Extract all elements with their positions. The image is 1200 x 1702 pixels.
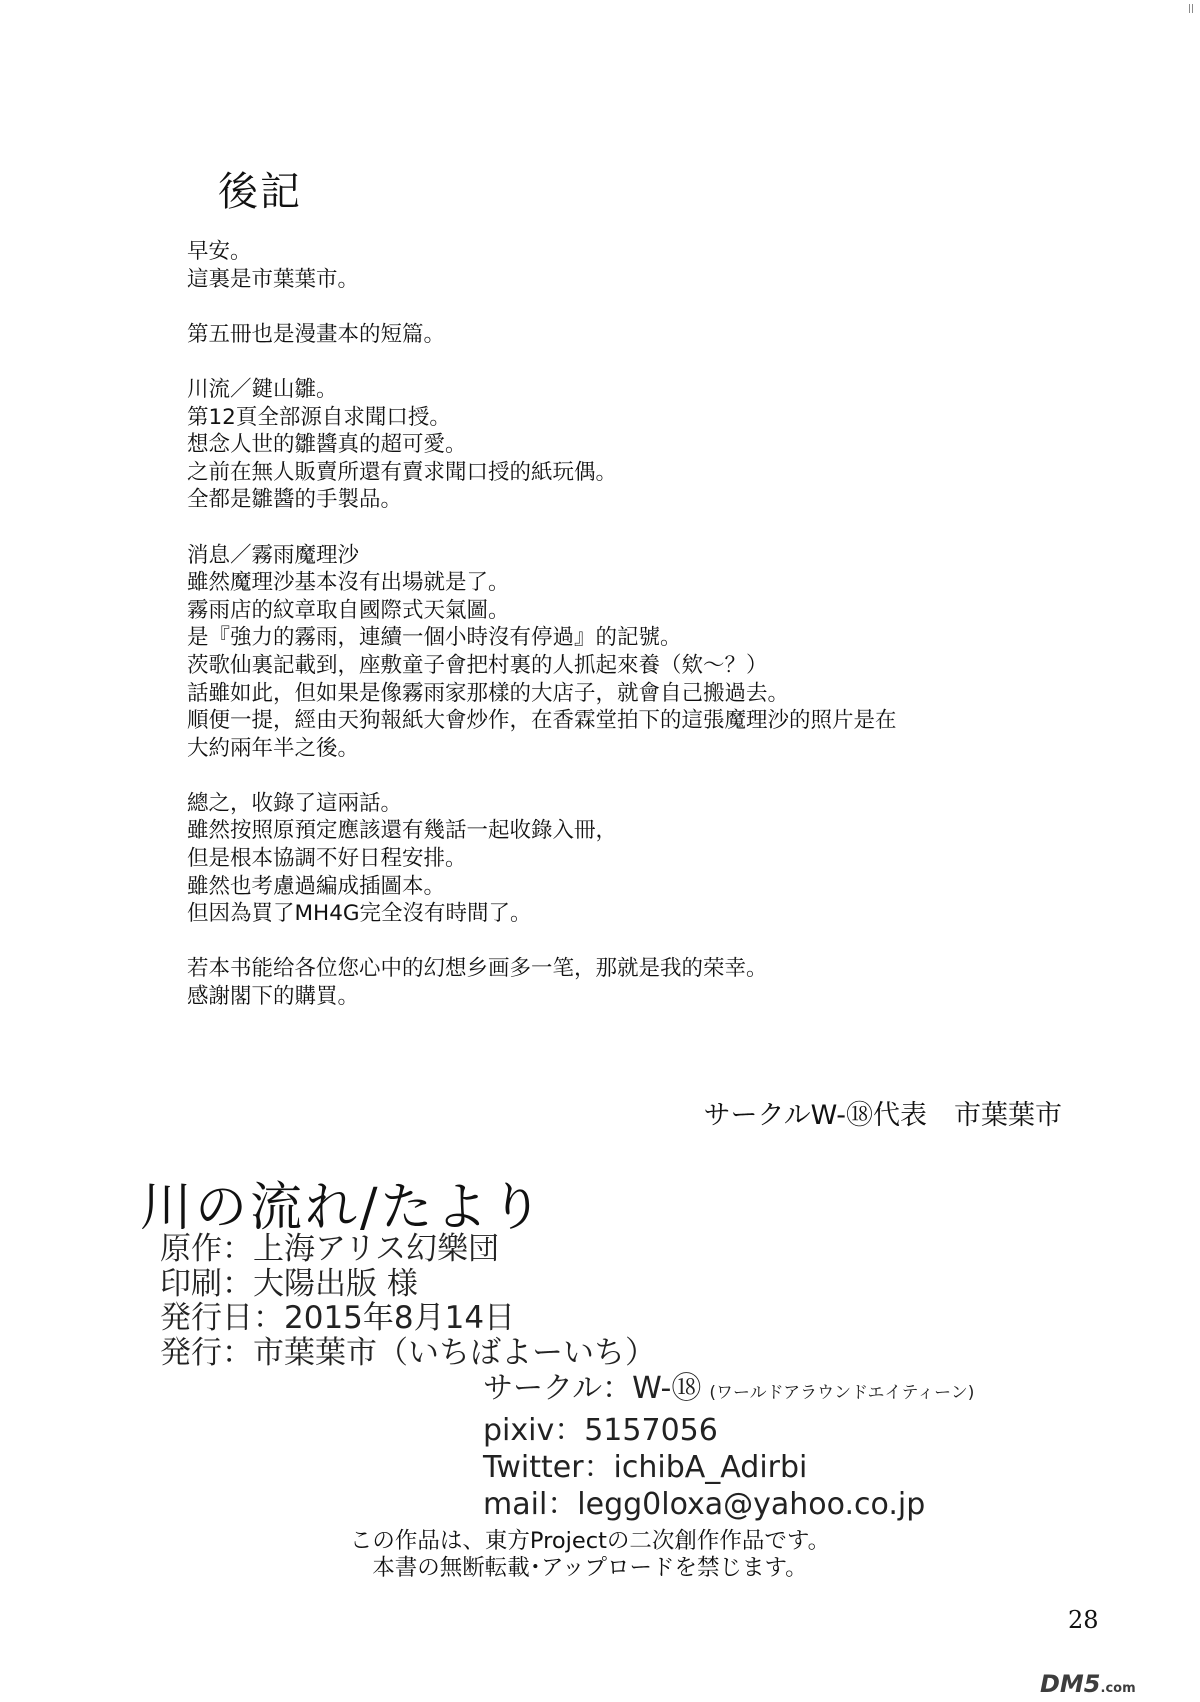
corner-mark: || [1188, 4, 1195, 14]
colophon-credits [160, 1232, 656, 1370]
afterword-line: 感謝閣下的購買。 [187, 984, 360, 1010]
afterword-body [187, 238, 897, 1011]
paragraph-gap [187, 348, 897, 376]
author-signature: サークルW-⑱代表 市葉葉市 [703, 1100, 1062, 1131]
copyright-notice [330, 1528, 850, 1582]
watermark-main: DM5 [1040, 1670, 1101, 1698]
paragraph-gap [187, 928, 897, 956]
circle-line [483, 1370, 974, 1412]
paragraph-gap [187, 762, 897, 790]
mail-line: mail：legg0loxa@yahoo.co.jp [483, 1487, 926, 1522]
page-number: 28 [1068, 1606, 1099, 1634]
colophon-contacts [483, 1370, 974, 1523]
original-work-line: 原作：上海アリス幻樂団 [160, 1231, 500, 1267]
notice-line: この作品は、東方Projectの二次創作作品です。 [349, 1528, 831, 1554]
afterword-line: 全都是雛醬的手製品。 [187, 487, 403, 513]
twitter-line: Twitter：ichibA_Adirbi [483, 1450, 808, 1485]
afterword-line: 霧雨店的紋章取自國際式天氣圖。 [187, 597, 510, 623]
afterword-line: 第12頁全部源自求聞口授。 [187, 404, 451, 430]
afterword-line: 大約兩年半之後。 [187, 735, 360, 761]
afterword-line: 這裏是市葉葉市。 [187, 266, 360, 292]
afterword-line: 消息／霧雨魔理沙 [187, 542, 360, 568]
afterword-line: 早安。 [187, 239, 252, 264]
afterword-line: 雖然魔理沙基本沒有出場就是了。 [187, 570, 510, 596]
afterword-line: 之前在無人販賣所還有賣求聞口授的紙玩偶。 [187, 459, 618, 485]
afterword-heading: 後記 [218, 169, 302, 215]
watermark-sub: .com [1100, 1681, 1136, 1696]
paragraph-gap [187, 514, 897, 542]
afterword-line: 但是根本協調不好日程安排。 [187, 846, 467, 872]
afterword-line: 川流／鍵山雛。 [187, 376, 338, 402]
circle-name: サークル：W-⑱ [483, 1371, 702, 1406]
afterword-line: 第五冊也是漫畫本的短篇。 [187, 321, 446, 347]
afterword-line: 雖然按照原預定應該還有幾話一起收錄入冊， [187, 818, 618, 844]
afterword-line: 話雖如此，但如果是像霧雨家那樣的大店子，就會自己搬過去。 [187, 680, 790, 706]
pixiv-line: pixiv：5157056 [483, 1413, 718, 1448]
paragraph-gap [187, 293, 897, 321]
afterword-line: 雖然也考慮過編成插圖本。 [187, 873, 446, 899]
colophon-title: 川の流れ/たより [140, 1178, 546, 1238]
afterword-line: 茨歌仙裏記載到，座敷童子會把村裏的人抓起來養（欸～？） [187, 652, 768, 678]
afterword-line: 是『強力的霧雨，連續一個小時沒有停過』的記號。 [187, 625, 682, 651]
afterword-line: 想念人世的雛醬真的超可愛。 [187, 432, 467, 458]
afterword-line: 順便一提，經由天狗報紙大會炒作，在香霖堂拍下的這張魔理沙的照片是在 [187, 708, 897, 734]
afterword-line: 總之，收錄了這兩話。 [187, 790, 403, 816]
publish-date-line: 発行日：2015年8月14日 [160, 1300, 516, 1336]
publisher-line: 発行：市葉葉市（いちばよーいち） [160, 1334, 656, 1371]
site-watermark-logo [1040, 1670, 1136, 1698]
printing-line: 印刷：大陽出版 様 [160, 1265, 418, 1302]
circle-reading: (ワールドアラウンドエイティーン) [709, 1383, 975, 1403]
afterword-line: 若本书能给各位您心中的幻想乡画多一笔，那就是我的荣幸。 [187, 956, 768, 982]
notice-line: 本書の無断転載･アップロードを禁じます。 [372, 1555, 808, 1581]
afterword-line: 但因為買了MH4G完全沒有時間了。 [187, 901, 532, 927]
